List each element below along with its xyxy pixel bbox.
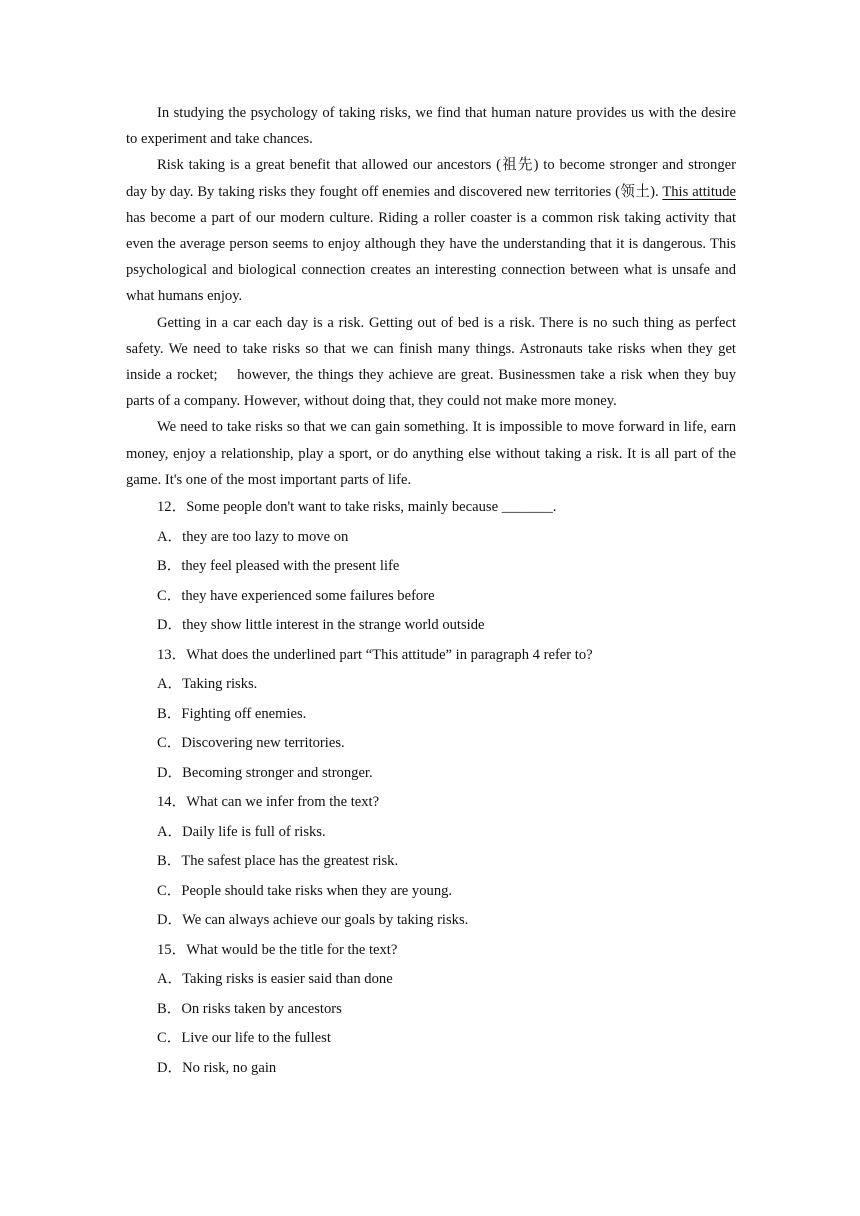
passage-paragraph-3: Getting in a car each day is a risk. Getting out of bed is a risk. There is no such thing as perfect safety. We need to take risks so that we can finish many things. Astronauts take risks when they get inside a rocket; however, the things they achieve are great. Businessmen take a risk when they buy parts of a company. However, without doing that, they could not make more money. <box>126 314 740 410</box>
document-page <box>126 100 740 1083</box>
passage-paragraph-1: In studying the psychology of taking risks, we find that human nature provides us with the desire to experiment and take chances. <box>126 105 736 148</box>
paragraph-2-text-start: Risk taking is a great benefit that allowed our ancestors (祖先) to become stronger and stronger day by day. By taking risks they fought off enemies and discovered new territories (领土). <box>126 157 736 200</box>
underlined-phrase: This attitude <box>662 183 736 200</box>
answer-option: C．Live our life to the fullest <box>157 1030 331 1047</box>
question-stem: 13．What does the underlined part “This attitude” in paragraph 4 refer to? <box>157 646 593 663</box>
answer-option: A．Daily life is full of risks. <box>157 823 326 840</box>
question-15 <box>126 936 736 1084</box>
answer-option: B．On risks taken by ancestors <box>157 1000 342 1017</box>
answer-option: D．No risk, no gain <box>157 1059 277 1076</box>
answer-option: A．they are too lazy to move on <box>157 528 349 545</box>
answer-option: B．Fighting off enemies. <box>157 705 307 722</box>
answer-option: D．We can always achieve our goals by taking risks. <box>157 912 469 929</box>
question-12 <box>126 493 736 641</box>
answer-option: C．Discovering new territories. <box>157 735 345 752</box>
passage-paragraph-2 <box>126 152 736 309</box>
answer-option: A．Taking risks. <box>157 676 258 693</box>
answer-option: D．Becoming stronger and stronger. <box>157 764 373 781</box>
answer-option: B．The safest place has the greatest risk. <box>157 853 399 870</box>
answer-option: A．Taking risks is easier said than done <box>157 971 393 988</box>
question-14 <box>126 788 736 936</box>
question-stem: 12．Some people don't want to take risks, mainly because _______. <box>157 499 557 516</box>
answer-option: C．People should take risks when they are young. <box>157 882 453 899</box>
answer-option: D．they show little interest in the strange world outside <box>157 617 485 634</box>
question-stem: 15．What would be the title for the text? <box>157 941 398 958</box>
question-13 <box>126 641 736 789</box>
answer-option: C．they have experienced some failures before <box>157 587 435 604</box>
paragraph-2-text-end: has become a part of our modern culture. Riding a roller coaster is a common risk taking activity that even the average person seems to enjoy although they have the understanding that it is dangerous. This psychological and biological connection creates an interesting connection between what is unsafe and what humans enjoy. <box>126 209 736 305</box>
answer-option: B．they feel pleased with the present life <box>157 558 400 575</box>
question-stem: 14．What can we infer from the text? <box>157 794 380 811</box>
passage-paragraph-4: We need to take risks so that we can gain something. It is impossible to move forward in life, earn money, enjoy a relationship, play a sport, or do anything else without taking a risk. It is all part of the game. It's one of the most important parts of life. <box>126 419 736 488</box>
